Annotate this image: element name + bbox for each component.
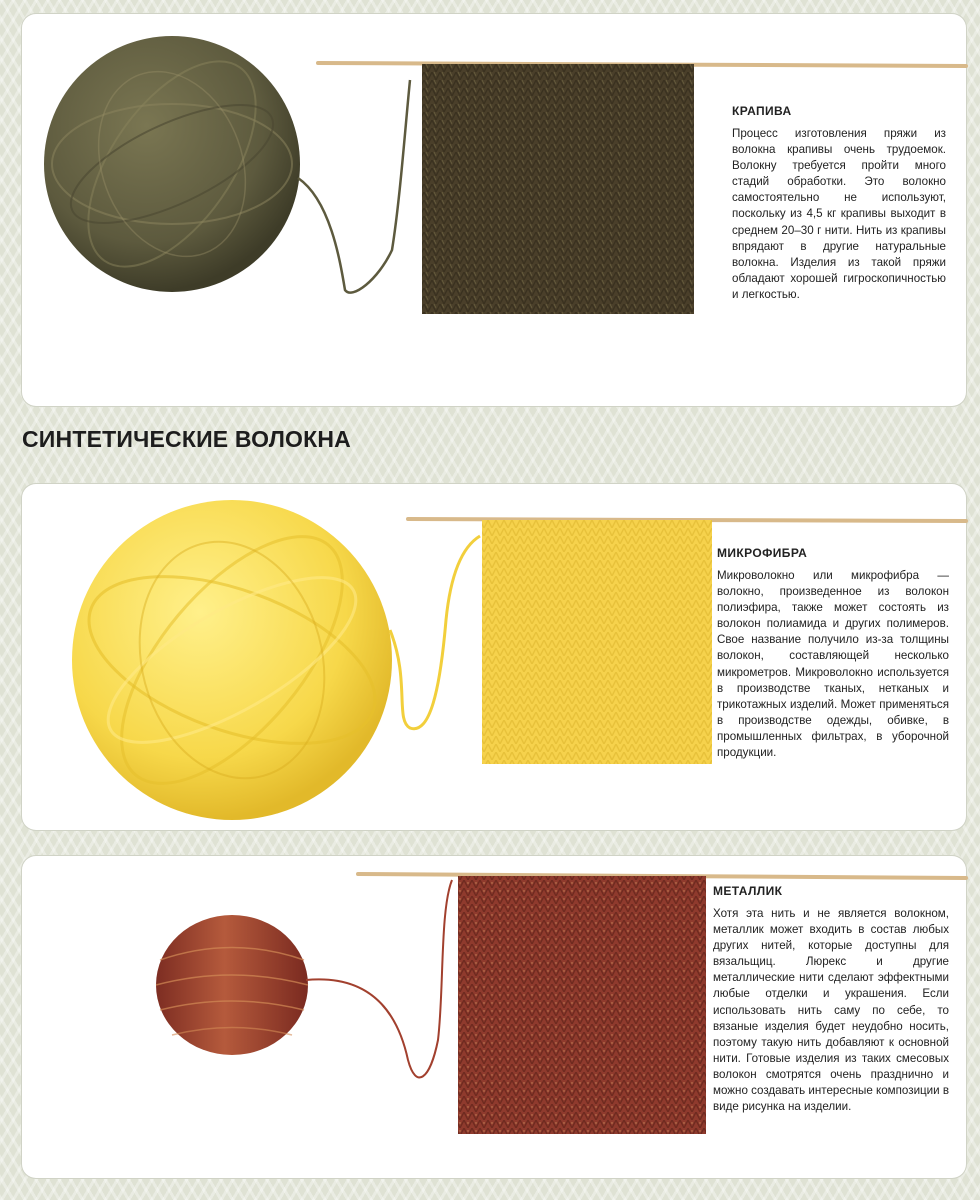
metallic-swatch bbox=[458, 876, 706, 1134]
nettle-yarn-ball bbox=[44, 33, 300, 295]
microfiber-body: Микроволокно или микрофибра — волокно, произведенное из волокон полиэфира, также может состоять из волокон полиамида и других полимеров. Свое название получило из-за толщины волокон, составляющей несколько микрометров. Микроволокно используется в производстве тканых, нетканых и трикотажных изделий. Может применяться в производстве одежды, обивке, в промышленных фильтрах, в уборочной продукции. bbox=[717, 569, 949, 760]
nettle-title: КРАПИВА bbox=[732, 104, 792, 118]
microfiber-yarn-ball bbox=[67, 500, 397, 820]
nettle-body: Процесс изготовления пряжи из волокна крапивы очень трудоемок. Волокну требуется пройти много стадий обработки. Это волокно самостоятельно не используют, поскольку из 4,5 кг крапивы выходит в среднем 20–30 г нити. Нить из крапивы впрядают в другие натуральные волокна. Изделия из такой пряжи обладают хорошей гигроскопичностью и легкостью. bbox=[732, 127, 946, 301]
nettle-swatch bbox=[422, 64, 694, 314]
metallic-description bbox=[713, 884, 949, 1115]
nettle-description bbox=[732, 104, 946, 303]
section-heading: СИНТЕТИЧЕСКИЕ ВОЛОКНА bbox=[22, 426, 351, 452]
microfiber-swatch bbox=[482, 520, 712, 764]
microfiber-title: МИКРОФИБРА bbox=[717, 546, 808, 560]
metallic-body: Хотя эта нить и не является волокном, металлик может входить в состав любых других нитей, которые доступны для вязальщиц. Люрекс и другие металлические нити сделают эффектными любые отделки и украшения. Если использовать нить саму по себе, то вязаные изделия будет неудобно носить, поэтому такую нить добавляют к основной нити. Готовые изделия из таких смесовых волокон смотрятся очень празднично и можно создавать интересные композиции в виде рисунка на изделии. bbox=[713, 907, 950, 1114]
microfiber-description bbox=[717, 546, 949, 761]
metallic-thread-spool bbox=[156, 915, 308, 1055]
metallic-title: МЕТАЛЛИК bbox=[713, 884, 783, 898]
